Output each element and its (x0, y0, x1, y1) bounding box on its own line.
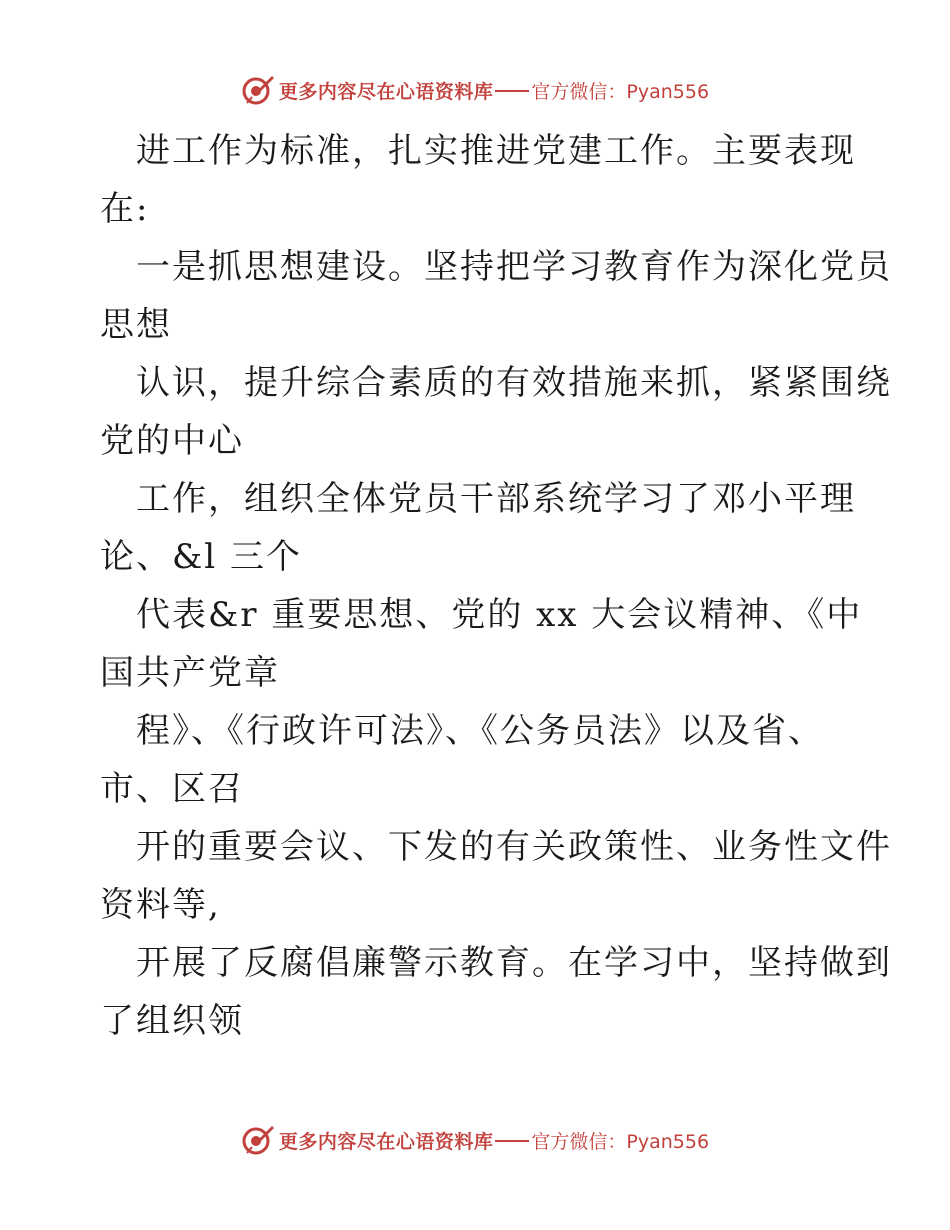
text-line: 市、区召 (100, 769, 244, 809)
header-dash (495, 90, 529, 92)
text-line: 资料等, (100, 885, 221, 925)
text-line: 开的重要会议、下发的有关政策性、业务性文件 (136, 827, 892, 867)
text-line: 认识，提升综合素质的有效措施来抓，紧紧围绕 (136, 363, 892, 403)
text-line: 工作，组织全体党员干部系统学习了邓小平理 (136, 479, 856, 519)
pen-logo-icon (241, 73, 275, 107)
footer-wechat-text: 官方微信：Pyan556 (531, 1130, 710, 1153)
text-line: 党的中心 (100, 421, 244, 461)
text-line: 进工作为标准，扎实推进党建工作。主要表现 (136, 131, 856, 171)
text-line: 开展了反腐倡廉警示教育。在学习中，坚持做到 (136, 943, 892, 983)
text-line: 在: (100, 189, 150, 229)
header-brand-text: 更多内容尽在心语资料库 (278, 80, 494, 103)
footer-brand-text: 更多内容尽在心语资料库 (278, 1130, 494, 1153)
text-line: 代表&r 重要思想、党的 xx 大会议精神、《中 (136, 595, 863, 635)
footer-banner (0, 1120, 950, 1160)
header-banner (0, 70, 950, 110)
text-line: 了组织领 (100, 1001, 244, 1041)
pen-logo-icon (241, 1123, 275, 1157)
footer-dash (495, 1140, 529, 1142)
text-line: 程》、《行政许可法》、《公务员法》以及省、 (136, 711, 824, 751)
header-wechat-text: 官方微信：Pyan556 (531, 80, 710, 103)
text-line: 国共产党章 (100, 653, 280, 693)
body-text (100, 122, 892, 1050)
text-line: 论、&l 三个 (100, 537, 302, 577)
text-line: 思想 (100, 305, 172, 345)
text-line: 一是抓思想建设。坚持把学习教育作为深化党员 (136, 247, 892, 287)
